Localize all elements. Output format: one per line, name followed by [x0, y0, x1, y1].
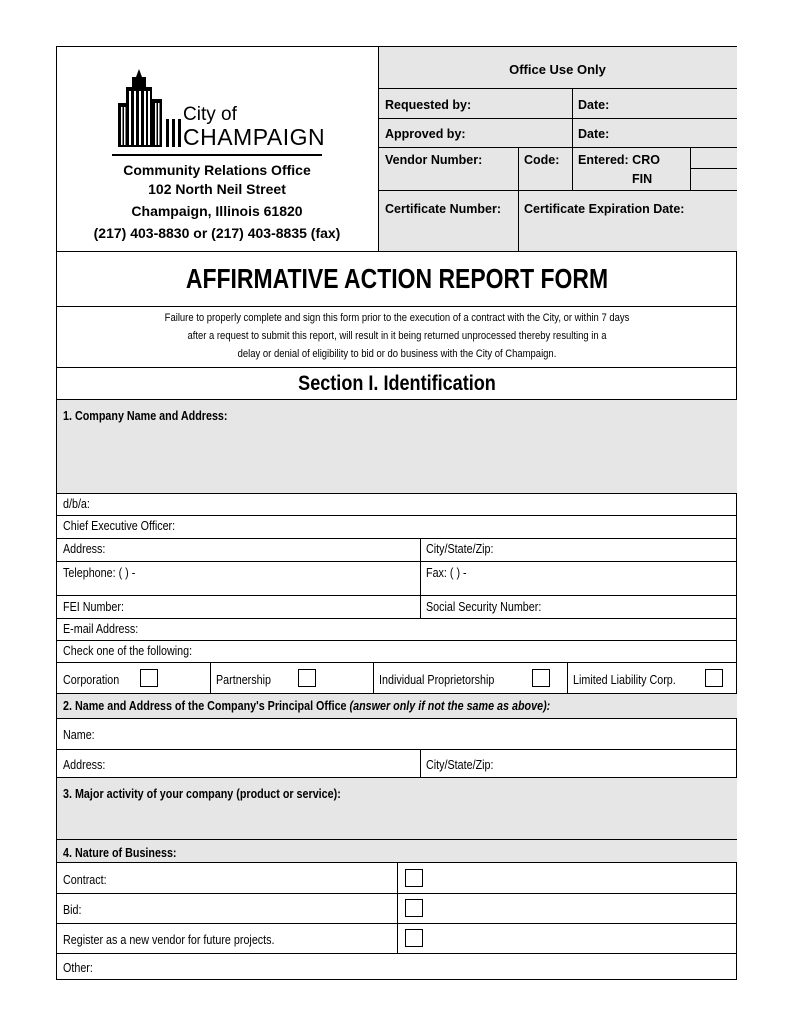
q2-label: [63, 699, 550, 713]
register-vendor-checkbox[interactable]: [405, 929, 423, 947]
notice-line-1: Failure to properly complete and sign this form prior to the execution of a contract with the City, or within 7 days: [164, 312, 630, 324]
office-use-panel: [378, 47, 737, 251]
approved-by-label: Approved by:: [385, 127, 466, 141]
principal-address-label: Address:: [63, 758, 106, 772]
address-label: Address:: [63, 542, 106, 556]
fei-number-label: FEI Number:: [63, 600, 124, 614]
check-one-label: Check one of the following:: [63, 644, 193, 658]
office-street: 102 North Neil Street: [148, 181, 286, 197]
affirmative-action-form: [56, 46, 737, 980]
type-partnership-label: Partnership: [216, 673, 271, 687]
nature-contract-label: Contract:: [63, 873, 107, 887]
type-llc-label: Limited Liability Corp.: [573, 673, 676, 687]
corporation-checkbox[interactable]: [140, 669, 158, 687]
q2-note-text: (answer only if not the same as above):: [349, 699, 551, 713]
ceo-label: Chief Executive Officer:: [63, 519, 176, 533]
certificate-expiration-label: Certificate Expiration Date:: [524, 202, 685, 216]
code-label: Code:: [524, 153, 560, 167]
office-name: Community Relations Office: [123, 162, 311, 178]
date-label-2: Date:: [578, 127, 610, 141]
logo-champaign: CHAMPAIGN: [183, 124, 326, 150]
type-corporation-label: Corporation: [63, 673, 120, 687]
section-1-title: Section I. Identification: [298, 372, 496, 395]
nature-bid-label: Bid:: [63, 903, 82, 917]
city-state-zip-label: City/State/Zip:: [426, 542, 494, 556]
vendor-number-label: Vendor Number:: [385, 153, 483, 167]
entered-cro-label: Entered: CRO: [578, 153, 660, 167]
logo-underline: [112, 154, 322, 156]
q3-label: 3. Major activity of your company (product or service):: [63, 787, 341, 801]
ssn-label: Social Security Number:: [426, 600, 542, 614]
llc-checkbox[interactable]: [705, 669, 723, 687]
email-label: E-mail Address:: [63, 622, 139, 636]
q2-main-text: 2. Name and Address of the Company's Principal Office: [63, 699, 350, 713]
form-title: AFFIRMATIVE ACTION REPORT FORM: [185, 263, 609, 294]
individual-proprietorship-checkbox[interactable]: [532, 669, 550, 687]
fax-label: Fax: ( ) -: [426, 566, 467, 580]
telephone-label: Telephone: ( ) -: [63, 566, 136, 580]
principal-city-state-zip-label: City/State/Zip:: [426, 758, 494, 772]
contract-checkbox[interactable]: [405, 869, 423, 887]
requested-by-label: Requested by:: [385, 98, 472, 112]
dba-label: d/b/a:: [63, 497, 90, 511]
bid-checkbox[interactable]: [405, 899, 423, 917]
notice-line-2: after a request to submit this report, will result in it being returned unprocessed thereby resulting in a: [187, 330, 607, 342]
office-use-title: Office Use Only: [509, 62, 606, 77]
nature-register-label: Register as a new vendor for future projects.: [63, 933, 275, 947]
q4-label: 4. Nature of Business:: [63, 846, 177, 860]
office-city: Champaign, Illinois 61820: [131, 203, 303, 219]
q1-label: 1. Company Name and Address:: [63, 409, 228, 423]
principal-name-label: Name:: [63, 728, 95, 742]
city-building-logo: [112, 69, 182, 147]
type-individual-label: Individual Proprietorship: [379, 673, 495, 687]
partnership-checkbox[interactable]: [298, 669, 316, 687]
certificate-number-label: Certificate Number:: [385, 202, 501, 216]
date-label-1: Date:: [578, 98, 610, 112]
fin-label: FIN: [632, 172, 653, 186]
notice-line-3: delay or denial of eligibility to bid or do business with the City of Champaign.: [237, 348, 557, 360]
logo-city-of: City of: [183, 104, 237, 125]
office-phone: (217) 403-8830 or (217) 403-8835 (fax): [93, 225, 341, 241]
nature-other-label: Other:: [63, 961, 93, 975]
